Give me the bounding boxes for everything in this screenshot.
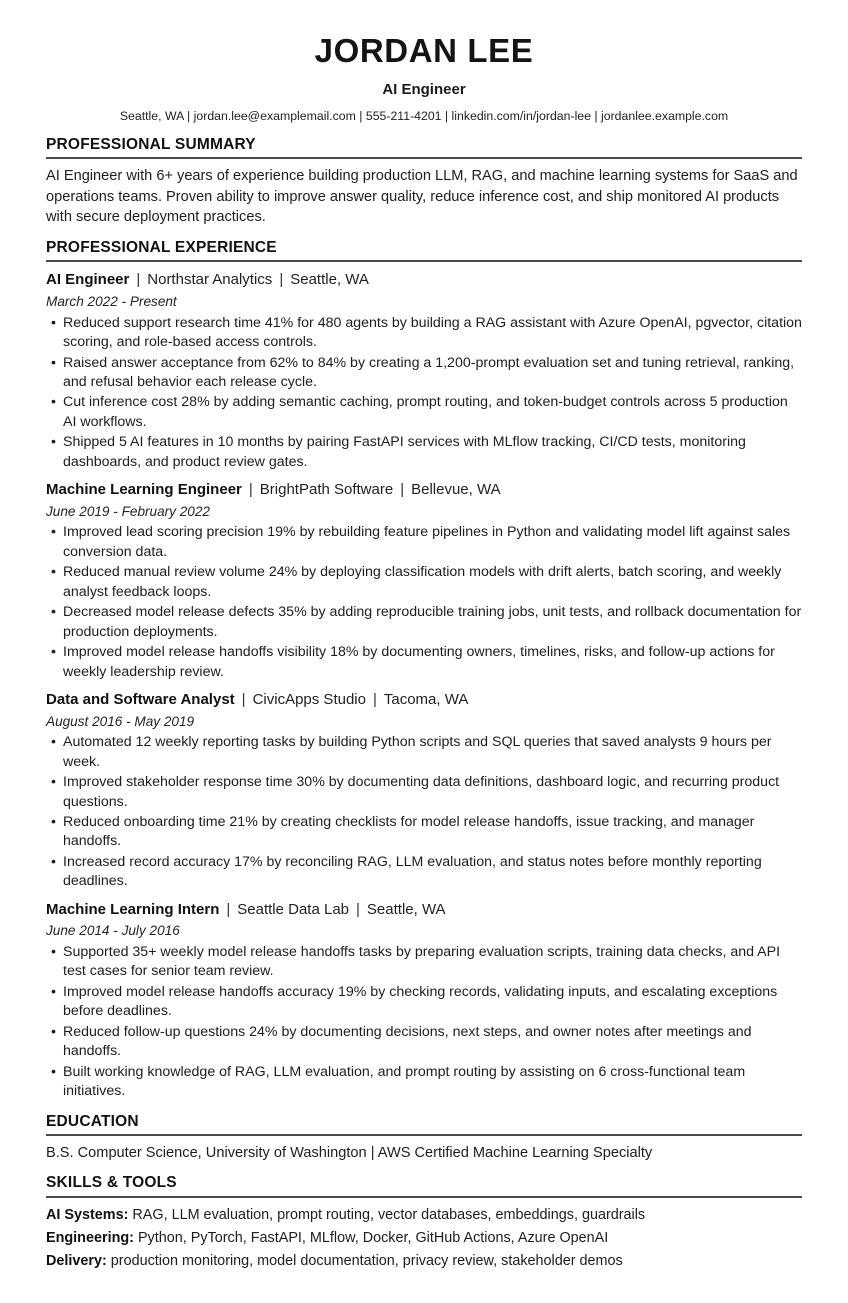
section-divider xyxy=(46,157,802,159)
job-heading xyxy=(46,690,802,710)
job-location: Seattle, WA xyxy=(366,900,446,918)
section-heading-education: EDUCATION xyxy=(46,1112,139,1130)
job-bullet: • Automated 12 weekly reporting tasks by building Python scripts and SQL queries that saved analysts 9 hours per week. xyxy=(46,733,802,772)
job-title: AI Engineer xyxy=(46,271,130,289)
skill-category-label: Engineering: xyxy=(46,1229,134,1246)
job-location: Bellevue, WA xyxy=(411,481,501,499)
job-bullet: • Reduced onboarding time 21% by creating checklists for model release handoffs, issue tracking, and manager handoffs. xyxy=(46,813,802,852)
job-separator: | xyxy=(372,691,377,709)
job-location: Tacoma, WA xyxy=(383,691,469,709)
skill-row xyxy=(46,1228,802,1249)
skill-values: production monitoring, model documentation, privacy review, stakeholder demos xyxy=(106,1252,623,1269)
section-heading-skills: SKILLS & TOOLS xyxy=(46,1174,177,1192)
job-company: Seattle Data Lab xyxy=(237,900,350,918)
section-heading-summary: PROFESSIONAL SUMMARY xyxy=(46,135,256,153)
job-separator: | xyxy=(248,481,253,499)
education-entry: B.S. Computer Science, University of Washington | AWS Certified Machine Learning Specialty xyxy=(46,1145,653,1161)
summary-text: AI Engineer with 6+ years of experience building production LLM, RAG, and machine learning systems for SaaS and operations teams. Proven ability to improve answer quality, reduce inference cost, and ship monitored AI products with secure deployment practices. xyxy=(46,167,798,226)
job-bullet: • Reduced follow-up questions 24% by documenting decisions, next steps, and owner notes after meetings and handoffs. xyxy=(46,1023,802,1062)
job-bullet: • Cut inference cost 28% by adding semantic caching, prompt routing, and token-budget controls across 5 production AI workflows. xyxy=(46,393,802,432)
candidate-name: JORDAN LEE xyxy=(314,32,534,69)
skills-list xyxy=(46,1205,802,1272)
job-bullet-list xyxy=(46,523,802,682)
job-company: BrightPath Software xyxy=(259,481,394,499)
job-location: Seattle, WA xyxy=(290,271,369,289)
job-heading xyxy=(46,900,802,920)
section-divider xyxy=(46,1196,802,1198)
job-separator: | xyxy=(400,481,405,499)
experience-list xyxy=(46,270,802,1101)
job-separator: | xyxy=(136,271,141,289)
job-bullet: • Improved stakeholder response time 30% by documenting data definitions, dashboard logic, and recurring product questions. xyxy=(46,773,802,812)
skill-row xyxy=(46,1205,802,1226)
section-professional-summary xyxy=(46,135,802,229)
job-bullet: • Improved model release handoffs accuracy 19% by checking records, validating inputs, and escalating exceptions before deadlines. xyxy=(46,983,802,1022)
job-title: Machine Learning Engineer xyxy=(46,481,242,499)
job-separator: | xyxy=(226,900,231,918)
job-title: Machine Learning Intern xyxy=(46,900,220,918)
section-divider xyxy=(46,260,802,262)
job-heading xyxy=(46,480,802,500)
job-title: Data and Software Analyst xyxy=(46,691,235,709)
section-heading-experience: PROFESSIONAL EXPERIENCE xyxy=(46,239,277,257)
job-bullet: • Raised answer acceptance from 62% to 84% by creating a 1,200-prompt evaluation set and tuning retrieval, ranking, and refusal behavior each release cycle. xyxy=(46,354,802,393)
job-bullet: • Built working knowledge of RAG, LLM evaluation, and prompt routing by assisting on 6 cross-functional team initiatives. xyxy=(46,1063,802,1102)
skill-category-label: AI Systems: xyxy=(46,1206,129,1223)
experience-entry xyxy=(46,900,802,1102)
experience-entry xyxy=(46,690,802,892)
job-company: CivicApps Studio xyxy=(252,691,366,709)
job-bullet: • Reduced support research time 41% for 480 agents by building a RAG assistant with Azure OpenAI, pgvector, citation scoring, and role-based access controls. xyxy=(46,314,802,353)
job-separator: | xyxy=(241,691,246,709)
job-bullet: • Supported 35+ weekly model release handoffs tasks by preparing evaluation scripts, training data checks, and API test cases for senior team review. xyxy=(46,943,802,982)
job-bullet: • Decreased model release defects 35% by adding reproducible training jobs, unit tests, and rollback documentation for production deployments. xyxy=(46,603,802,642)
job-heading xyxy=(46,270,802,290)
job-dates: June 2014 - July 2016 xyxy=(46,923,180,939)
resume-header xyxy=(46,32,802,125)
job-bullet: • Improved model release handoffs visibility 18% by documenting owners, timelines, risks, and follow-up actions for weekly leadership review. xyxy=(46,643,802,682)
job-bullet-list xyxy=(46,314,802,473)
job-bullet: • Increased record accuracy 17% by reconciling RAG, LLM evaluation, and status notes before monthly reporting deadlines. xyxy=(46,853,802,892)
experience-entry xyxy=(46,480,802,682)
candidate-role: AI Engineer xyxy=(382,80,466,98)
job-bullet-list xyxy=(46,943,802,1102)
contact-line: Seattle, WA | jordan.lee@examplemail.com | 555-211-4201 | linkedin.com/in/jordan-lee | jordanlee.example.com xyxy=(119,108,729,123)
job-bullet: • Improved lead scoring precision 19% by rebuilding feature pipelines in Python and validating model lift against sales conversion data. xyxy=(46,523,802,562)
job-bullet-list xyxy=(46,733,802,892)
skill-values: RAG, LLM evaluation, prompt routing, vector databases, embeddings, guardrails xyxy=(128,1206,646,1223)
job-dates: August 2016 - May 2019 xyxy=(46,713,195,729)
job-separator: | xyxy=(356,900,360,918)
section-divider xyxy=(46,1134,802,1136)
job-dates: June 2019 - February 2022 xyxy=(46,503,210,519)
section-professional-experience xyxy=(46,238,802,1102)
job-dates: March 2022 - Present xyxy=(46,293,177,309)
section-skills-tools xyxy=(46,1173,802,1271)
job-bullet: • Shipped 5 AI features in 10 months by pairing FastAPI services with MLflow tracking, CI/CD tests, monitoring dashboards, and product review gates. xyxy=(46,433,802,472)
experience-entry xyxy=(46,270,802,472)
job-bullet: • Reduced manual review volume 24% by deploying classification models with drift alerts, batch scoring, and weekly analyst feedback loops. xyxy=(46,563,802,602)
skill-category-label: Delivery: xyxy=(46,1252,107,1269)
job-company: Northstar Analytics xyxy=(147,271,273,289)
skill-values: Python, PyTorch, FastAPI, MLflow, Docker, GitHub Actions, Azure OpenAI xyxy=(133,1229,609,1246)
skill-row xyxy=(46,1251,802,1272)
job-separator: | xyxy=(279,271,284,289)
section-education xyxy=(46,1112,802,1164)
